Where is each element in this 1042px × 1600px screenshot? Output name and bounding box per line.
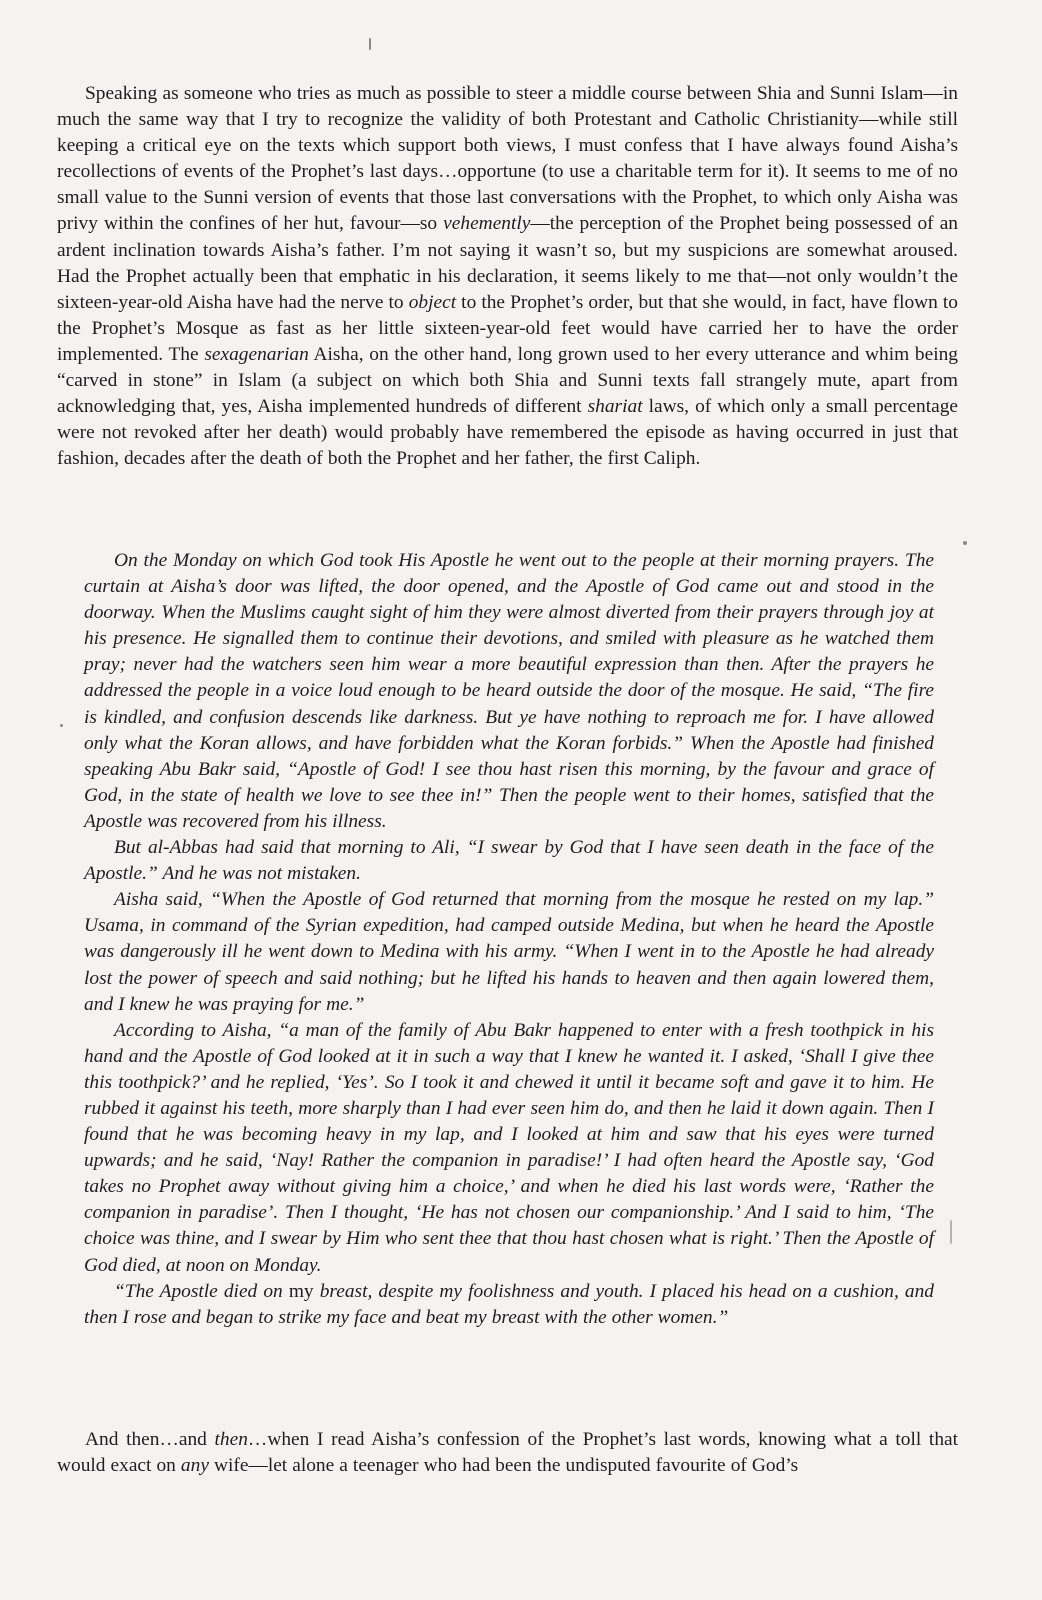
scan-speck bbox=[950, 1220, 952, 1244]
quote-paragraph bbox=[84, 1279, 934, 1331]
text-run: to the Prophet’s order, but that she would, in fact, have flown to the Prophet’s Mosque as fast as her little sixteen-year-old feet would have carried her to have the order implemented. The bbox=[57, 291, 959, 365]
text-run: wife—let alone a teenager who had been the undisputed favourite of God’s bbox=[208, 1455, 799, 1477]
quote-paragraph: On the Monday on which God took His Apostle he went out to the people at their morning prayers. The curtain at Aisha’s door was lifted, the door opened, and the Apostle of God came out and stood in the doorway. When the Muslims caught sight of him they were almost diverted from their prayers through joy at his presence. He signalled them to continue their devotions, and smiled with pleasure as he watched them pray; never had the watchers seen him wear a more beautiful expression than then. After the prayers he addressed the people in a voice loud enough to be heard outside the door of the mosque. He said, “The fire is kindled, and confusion descends like darkness. But ye have nothing to reproach me for. I have allowed only what the Koran allows, and have forbidden what the Koran forbids.” When the Apostle had finished speaking Abu Bakr said, “Apostle of God! I see thou hast risen this morning, by the favour and grace of God, in the state of health we love to see thee in!” Then the people went to their homes, satisfied that the Apostle was recovered from his illness. bbox=[84, 550, 934, 832]
text-run: —the perception of the Prophet being possessed of an ardent inclination towards Aisha’s father. I’m not saying it wasn’t so, but my suspicions are somewhat aroused. Had the Prophet actually been that emphatic in his declaration, it seems likely to me that—not only wouldn’t the sixteen-year-old Aisha have had the nerve to bbox=[57, 213, 958, 313]
body-paragraph-closing bbox=[57, 1427, 958, 1479]
emphasis: vehemently bbox=[443, 213, 531, 235]
quote-paragraph: But al-Abbas had said that morning to Ali, “I swear by God that I have seen death in the face of the Apostle.” And he was not mistaken. bbox=[84, 837, 934, 885]
body-paragraph-opening bbox=[57, 81, 958, 472]
scan-speck bbox=[963, 541, 967, 545]
text-run: And then…and bbox=[85, 1429, 215, 1450]
scan-speck bbox=[60, 724, 63, 727]
emphasis: any bbox=[180, 1455, 209, 1477]
text-run: “The Apostle died on bbox=[114, 1280, 289, 1302]
emphasis: object bbox=[408, 291, 457, 313]
text-run: …when I read Aisha’s confession of the Prophet’s last words, knowing what a toll that would exact on bbox=[57, 1429, 959, 1477]
block-quote bbox=[84, 548, 934, 1331]
scan-speck bbox=[369, 38, 371, 50]
roman-word: my bbox=[288, 1280, 314, 1302]
text-run: laws, of which only a small percentage were not revoked after her death) would probably have remembered the episode as having occurred in just that fashion, decades after the death of both the Prophet and her father, the first Caliph. bbox=[57, 396, 958, 470]
text-run: Speaking as someone who tries as much as possible to steer a middle course between Shia and Sunni Islam—in much the same way that I try to recognize the validity of both Protestant and Catholic Christianity—while still keeping a critical eye on the texts which support both views, I must confess that I have always found Aisha’s recollections of events of the Prophet’s last days…opportune (to use a charitable term for it). It seems to me of no small value to the Sunni version of events that those last conversations with the Prophet, to which only Aisha was privy within the confines of her hut, favour—so bbox=[57, 83, 958, 235]
emphasis: shariat bbox=[587, 396, 643, 418]
text-run: breast, despite my foolishness and youth. I placed his head on a cushion, and then I rose and began to strike my face and beat my breast with the other women.” bbox=[84, 1280, 935, 1328]
emphasis: then bbox=[214, 1429, 248, 1450]
quote-paragraph: According to Aisha, “a man of the family of Abu Bakr happened to enter with a fresh toothpick in his hand and the Apostle of God looked at it in such a way that I knew he wanted it. I asked, ‘Shall I give thee this toothpick?’ and he replied, ‘Yes’. So I took it and chewed it until it became soft and gave it to him. He rubbed it against his teeth, more sharply than I had ever seen him do, and then he laid it down again. Then I found that he was becoming heavy in my lap, and I looked at him and saw that his eyes were turned upwards; and he said, ‘Nay! Rather the companion in paradise!’ I had often heard the Apostle say, ‘God takes no Prophet away without giving him a choice,’ and when he died his last words were, ‘Rather the companion in paradise’. Then I thought, ‘He has not chosen our companionship.’ And I said to him, ‘The choice was thine, and I swear by Him who sent thee that thou hast chosen what is right.’ Then the Apostle of God died, at noon on Monday. bbox=[84, 1019, 934, 1276]
emphasis: sexagenarian bbox=[204, 343, 309, 365]
quote-paragraph: Aisha said, “When the Apostle of God returned that morning from the mosque he rested on my lap.” Usama, in command of the Syrian expedition, had camped outside Medina, but when he heard the Apostle was dangerously ill he went down to Medina with his army. “When I went in to the Apostle he had already lost the power of speech and said nothing; but he lifted his hands to heaven and then again lowered them, and I knew he was praying for me.” bbox=[84, 889, 934, 1015]
text-run: Aisha, on the other hand, long grown used to her every utterance and whim being “carved in stone” in Islam (a subject on which both Shia and Sunni texts fall strangely mute, apart from acknowledging that, yes, Aisha implemented hundreds of different bbox=[57, 343, 958, 418]
